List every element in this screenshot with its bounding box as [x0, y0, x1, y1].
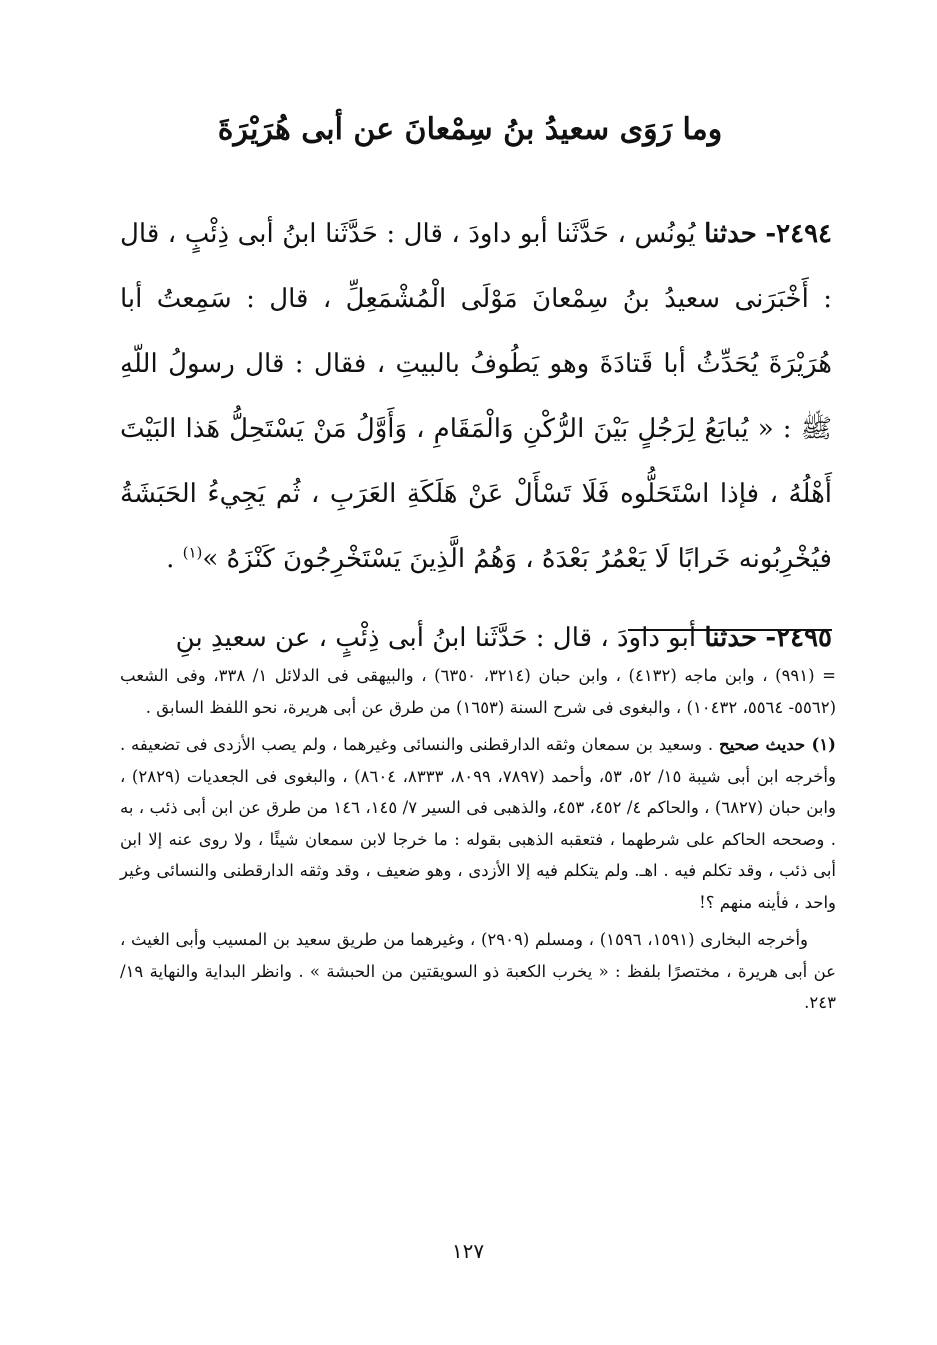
hadith-number: ٢٤٩٤- — [765, 219, 832, 249]
footnote-1-paragraph-2: وأخرجه البخارى (١٥٩١، ١٥٩٦) ، ومسلم (٢٩٠٩) ، وغيرهما من طريق سعيد بن المسيب وأبى الغيث ، عن أبى هريرة ، مختصرًا بلفظ : « يخرب الكعبة ذو السويقتين من الحبشة » . وانظر البداية والنهاية ١٩/ ٢٤٣. — [120, 930, 836, 1012]
footnotes — [120, 660, 836, 1019]
hadith-number: ٢٤٩٥- — [765, 623, 832, 653]
page-number: ١٢٧ — [451, 1239, 485, 1263]
footnote-1-label: (١) حديث صحيح — [718, 735, 836, 754]
main-text — [120, 202, 832, 671]
footnote-1-text: . وسعيد بن سمعان وثقه الدارقطنى والنسائى وغيرهما ، ولم يصب الأزدى فى تضعيفه . وأخرجه ابن أبى شيبة ١٥/ ٥٢، ٥٣، وأحمد (٧٨٩٧، ٨٠٩٩، ٨٣٣٣، ٨٦٠٤) ، والبغوى فى الجعديات (٢٨٢٩) ، وابن حبان (٦٨٢٧) ، والحاكم ٤/ ٤٥٢، ٤٥٣، والذهبى فى السير ٧/ ١٤٥، ١٤٦ من طرق عن ابن أبى ذئب ، به . وصححه الحاكم على شرطهما ، فتعقبه الذهبى بقوله : ما خرجا لابن سمعان شيئًا ، ولا روى عنه إلا ابن أبى ذئب ، وقد تكلم فيه . اهـ. ولم يتكلم فيه إلا الأزدى ، وهو ضعيف ، وقد وثقه الدارقطنى والنسائى وغير واحد ، فأينه منهم ؟! — [120, 735, 836, 912]
hadith-chain-opening: حدثنا — [704, 623, 758, 653]
hadith-text: يُونُس ، حَدَّثَنا أبو داودَ ، قال : حَدَّثَنا ابنُ أبى ذِئْبٍ ، قال : أَخْبَرَنى سعيدُ بنُ سِمْعانَ مَوْلَى الْمُشْمَعِلِّ ، قال : سَمِعتُ أبا هُرَيْرَةَ يُحَدِّثُ أبا قَتادَةَ وهو يَطُوفُ بالبيتِ ، فقال : قال رسولُ اللّهِ ﷺ : « يُبايَعُ لِرَجُلٍ بَيْنَ الرُّكْنِ وَالْمَقَامِ ، وَأَوَّلُ مَنْ يَسْتَحِلُّ هَذا البَيْتَ أَهْلُهُ ، فإذا اسْتَحَلُّوه فَلَا تَسْأَلْ عَنْ هَلَكَةِ العَرَبِ ، ثُم يَجِيءُ الحَبَشَةُ فيُخْرِبُونه خَرابًا لَا يَعْمُرُ بَعْدَهُ ، وَهُمُ الَّذِينَ يَسْتَخْرِجُونَ كَنْزَهُ » — [120, 219, 832, 574]
hadith-2494 — [120, 202, 832, 592]
footnote-1 — [120, 729, 836, 918]
footnote-continued: = (٩٩١) ، وابن ماجه (٤١٣٢) ، وابن حبان (٣٢١٤، ٦٣٥٠) ، والبيهقى فى الدلائل ١/ ٣٣٨، وفى الشعب (٥٥٦٢- ٥٥٦٤، ١٠٤٣٢) ، والبغوى فى شرح السنة (١٦٥٣) من طرق عن أبى هريرة، نحو اللفظ السابق . — [120, 666, 837, 717]
hadith-ending: . — [166, 544, 183, 574]
section-heading: وما رَوَى سعيدُ بنُ سِمْعانَ عن أبى هُرَيْرَةَ — [217, 112, 723, 147]
footnote-separator — [628, 629, 832, 631]
hadith-text: أبو داودَ ، قال : حَدَّثَنا ابنُ أبى ذِئْبٍ ، عن سعيدِ بنِ — [175, 623, 697, 653]
hadith-chain-opening: حدثنا — [704, 219, 757, 249]
footnote-reference[interactable]: (١) — [182, 543, 203, 562]
